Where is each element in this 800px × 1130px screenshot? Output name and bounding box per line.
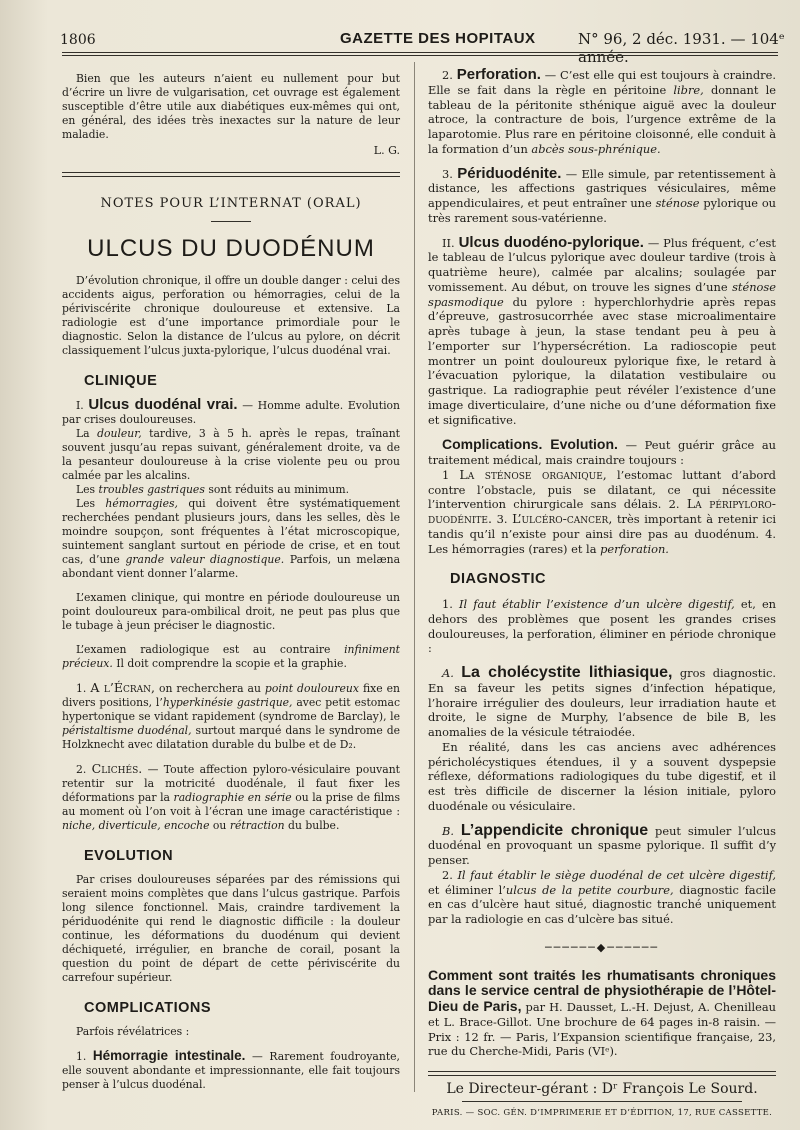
book-review-paragraph bbox=[428, 968, 776, 1060]
smallcaps: L’ulcéro-cancer, bbox=[512, 511, 613, 526]
emphasis: abcès sous-phrénique. bbox=[531, 141, 661, 156]
text: 2. bbox=[442, 68, 453, 82]
evolution-heading: EVOLUTION bbox=[84, 848, 174, 864]
ulcus-vrai-paragraph bbox=[62, 398, 400, 427]
text: 2. bbox=[442, 867, 453, 882]
subheading: Complications. Evolution. bbox=[442, 436, 618, 453]
book-details: Une brochure de 64 pages in-8 raisin. — Prix : 12 fr. — Paris, l’Expansion scientifique française, 23, rue du Cherche-Midi, Paris (VIᵉ). bbox=[428, 1014, 777, 1059]
text: A. bbox=[442, 666, 454, 680]
text: sont réduits au minimum. bbox=[208, 483, 350, 496]
diagnostic-heading: DIAGNOSTIC bbox=[450, 571, 547, 588]
text: 1 bbox=[442, 467, 450, 482]
emphasis: niche, diverticule, encoche bbox=[62, 819, 210, 832]
book-authors: par H. Dausset, L.-H. Dejust, A. Chenilleau et L. Brace-Gillot. bbox=[428, 1000, 776, 1029]
text: fixe en divers positions, l’ bbox=[62, 682, 400, 709]
printer-rule bbox=[462, 1101, 742, 1102]
text: — Plus fréquent, c’est le tableau de l’ulcus pylorique avec douleur tardive (trois à quatrième heure), calmée par alcalins; soulagée par vomissement. Au début, on trouve les signes d’une bbox=[428, 235, 776, 294]
examen-radio-paragraph bbox=[62, 643, 400, 671]
header-rule-bottom bbox=[62, 55, 778, 56]
duodeno-pylorique-paragraph bbox=[428, 233, 777, 428]
text: ou bbox=[212, 819, 227, 832]
text: 1. bbox=[76, 682, 87, 695]
text: diagnostic facile en cas d’ulcère haut situé, diagnostic tranché uniquement par la radiologie en cas d’ulcère bas situé. bbox=[428, 882, 776, 926]
subheading: Périduodénite. bbox=[457, 164, 562, 182]
emphasis: radiographie en série bbox=[173, 791, 292, 804]
text: et, en dehors des problèmes que posent les grandes crises douloureuses, la perforation, éliminer en période chronique : bbox=[428, 597, 777, 656]
spacer bbox=[62, 581, 400, 591]
emphasis: Il faut établir l’existence d’un ulcère digestif, bbox=[458, 597, 735, 611]
hemorragies-paragraph bbox=[62, 497, 400, 581]
notes-header: NOTES POUR L’INTERNAT (ORAL) bbox=[100, 196, 362, 211]
subheading: Perforation. bbox=[456, 66, 541, 83]
section-text: — Homme adulte. Evolution par crises douloureuses. bbox=[62, 399, 400, 426]
text: du pylore : hyperchlorhydrie après repas d’épreuve, gastrosucorrhée avec stase microalimentaire après tubage à jeun, la stase tendant peu à peu à l’emporter sur l’hypersécrétion. La radioscopie peut montrer un point douloureux pylorique fixe, le retard à l’évacuation pylorique, la dilatation vestibulaire ou gastrique. La radiographie peut révéler l’existence d’une image diverticulaire, d’une niche ou d’une déformation fixe et significative. bbox=[428, 294, 776, 427]
diagnostic-2-paragraph bbox=[428, 868, 776, 927]
text: 1. bbox=[76, 1050, 87, 1063]
appendicite-paragraph bbox=[428, 821, 776, 868]
periduodenite-paragraph bbox=[428, 164, 777, 226]
section-number: I. bbox=[76, 399, 84, 412]
clinique-heading: CLINIQUE bbox=[84, 373, 158, 389]
book-title: Comment sont traités les rhumatisants chroniques dans le service central de physiothérapie de l’Hôtel-Dieu de Paris, bbox=[428, 966, 776, 1014]
evolution-paragraph: Par crises douloureuses séparées par des rémissions qui seraient moins complètes que dans l’ulcus gastrique. Parfois long silence fonctionnel. Mais, craindre tardivement la périduodénite qui rend le diagnostic difficile : la douleur continue, les déformations du duodénum qui devient déchiqueté, irrégulier, en branche de corail, posant la question du point de départ de cette périviscérite du carrefour supérieur. bbox=[62, 873, 400, 984]
text: — Elle simule, par retentissement à distance, les affections gastriques vésiculaires, même appendiculaires, et peut entraîner une bbox=[428, 166, 777, 210]
journal-title: GAZETTE DES HOPITAUX bbox=[340, 30, 536, 47]
text: surtout marqué dans le syndrome de Holzknecht avec dilatation durable du bulbe et de D₂. bbox=[62, 724, 400, 751]
review-signature: L. G. bbox=[373, 144, 400, 157]
complications-heading: COMPLICATIONS bbox=[84, 1000, 212, 1016]
left-column bbox=[62, 60, 400, 1092]
emphasis: perforation. bbox=[600, 541, 669, 556]
section-rule-2 bbox=[62, 176, 400, 177]
review-text: Bien que les auteurs n’aient eu nullement pour but d’écrire un livre de vulgarisation, cet ouvrage est également susceptible d’être utile aux diabétiques eux-mêmes qui ont, en général, des idées très inexactes sur la nature de leur maladie. bbox=[62, 72, 400, 141]
footer-rule-2 bbox=[428, 1075, 776, 1076]
text: et éliminer l’ bbox=[428, 882, 506, 897]
text: Les bbox=[76, 483, 96, 496]
intro-paragraph: D’évolution chronique, il offre un double danger : celui des accidents aigus, perforation ou hémorragies, celui de la périviscérite chronique douloureuse et extensive. La radiologie est d’une importance primordiale pour le diagnostic. Selon la distance de l’ulcus au pylore, on décrit classiquement l’ulcus juxta-pylorique, l’ulcus duodénal vrai. bbox=[62, 274, 400, 357]
emphasis: ulcus de la petite courbure, bbox=[505, 882, 674, 897]
text: donnant le tableau de la péritonite sthénique aiguë avec la douleur atroce, la contracture de bois, l’urgence extrême de la laparotomie. Plus rare en péritoine cloisonné, elle conduit à la formation d’un bbox=[428, 82, 777, 156]
text: qui doivent être systématiquement recherchées pendant plusieurs jours, dans les selles, dès le moindre soupçon, sont fréquentes à l’état microscopique, suintement sanglant surtout en période de crise, et en tout cas, d’une bbox=[62, 497, 401, 566]
text: l’estomac luttant d’abord contre l’obstacle, puis se dilatant, ce qui nécessite l’intervention chirurgicale sans délais. 2. bbox=[428, 467, 776, 512]
emphasis: péristaltisme duodénal, bbox=[62, 724, 192, 737]
spacer bbox=[62, 633, 400, 643]
douleur-paragraph bbox=[62, 427, 400, 483]
text: 2. bbox=[76, 763, 87, 776]
text: La bbox=[76, 427, 90, 440]
subheading: L’appendicite chronique bbox=[460, 821, 649, 839]
title-rule bbox=[211, 221, 251, 222]
right-column bbox=[428, 60, 776, 1121]
text: — Rarement foudroyante, elle souvent abondante et impressionnante, elle fait toujours penser à l’ulcus duodénal. bbox=[62, 1050, 400, 1091]
emphasis: sténose bbox=[655, 196, 700, 210]
text: on recherchera au bbox=[158, 682, 261, 695]
ornament-divider: ──────◆────── bbox=[545, 940, 659, 954]
emphasis: hémorragies, bbox=[105, 497, 178, 510]
cholecystite-paragraph-2: En réalité, dans les cas anciens avec adhérences péricholécystiques étendues, il y a souvent dyspepsie réflexe, déformations radiologiques du tube digestif, et il est très difficile de discerner la lésion initiale, pyloro duodénale ou vésiculaire. bbox=[428, 739, 776, 813]
text: gros diagnostic. En sa faveur les petits signes d’infection hépatique, l’horaire irrégulier des douleurs, leur irradiation haute et droite, le signe de Murphy, l’absence de bile B, les anomalies de la vésicule tétraiodée. bbox=[428, 666, 776, 739]
article-title: ULCUS DU DUODÉNUM bbox=[87, 235, 375, 262]
text: très important à retenir ici tandis qu’il n’existe pour ainsi dire pas au duodénum. 4. Les hémorragies (rares) et la bbox=[428, 512, 776, 556]
text: avec petit estomac hypertonique se vidant rapidement (syndrome de Barclay), le bbox=[62, 696, 401, 723]
parfois-paragraph: Parfois révélatrices : bbox=[76, 1025, 190, 1038]
section-rule bbox=[62, 172, 400, 173]
text: L’examen radiologique est au contraire bbox=[76, 643, 331, 656]
text: 1. bbox=[442, 597, 453, 611]
section-heading: Ulcus duodénal vrai. bbox=[88, 396, 238, 413]
smallcaps: La péripyloro-duodénite. bbox=[428, 496, 776, 526]
director-line: Le Directeur-gérant : Dʳ François Le Sourd. bbox=[446, 1081, 758, 1097]
text: 3. bbox=[442, 166, 453, 181]
subheading: La cholécystite lithiasique, bbox=[461, 664, 673, 681]
emphasis: troubles gastriques bbox=[98, 483, 205, 496]
header-rule-top bbox=[62, 52, 778, 53]
cliches-paragraph bbox=[62, 762, 400, 833]
smallcaps: La sténose organique, bbox=[459, 466, 607, 482]
text: peut simuler l’ulcus duodénal en provoquant un spasme pylorique. Il suffit d’y penser. bbox=[428, 823, 776, 867]
text: Les bbox=[76, 497, 96, 510]
text: ou la prise de films au moment où l’on voit à l’écran une image caractéristique : bbox=[62, 791, 401, 818]
footer-rule bbox=[428, 1071, 776, 1072]
text: II. bbox=[442, 235, 455, 250]
text: Parfois, un melæna abondant vient donner l’alarme. bbox=[62, 553, 401, 580]
column-divider bbox=[414, 62, 415, 1092]
text: du bulbe. bbox=[288, 819, 340, 832]
smallcaps: A l’Écran, bbox=[90, 680, 155, 695]
emphasis: Il faut établir le siège duodénal de cet ulcère digestif, bbox=[457, 867, 776, 882]
diagnostic-1-paragraph bbox=[428, 597, 776, 656]
emphasis: infiniment précieux. bbox=[62, 643, 400, 670]
smallcaps: Clichés. bbox=[91, 761, 143, 776]
troubles-paragraph bbox=[62, 483, 400, 497]
subheading: Hémorragie intestinale. bbox=[92, 1048, 246, 1063]
ecran-paragraph bbox=[62, 681, 400, 752]
page-header bbox=[0, 28, 800, 66]
section-heading: Ulcus duodéno-pylorique. bbox=[458, 233, 644, 251]
issue-info: N° 96, 2 déc. 1931. — 104ᵉ année. bbox=[578, 30, 785, 66]
page-number: 1806 bbox=[60, 32, 96, 48]
perforation-paragraph bbox=[428, 68, 776, 157]
emphasis: hyperkinésie gastrique, bbox=[162, 696, 293, 709]
text: tardive, 3 à 5 h. après le repas, traînant souvent jusqu’au repas suivant, généralement droite, va de la pesanteur douloureuse à la crise violente peu ou prou calmée par les alcalins. bbox=[62, 427, 400, 482]
printer-line: PARIS. — SOC. GÉN. D’IMPRIMERIE ET D’ÉDITION, 17, RUE CASSETTE. bbox=[431, 1107, 773, 1118]
examen-clinique-paragraph: L’examen clinique, qui montre en période douloureuse un point douloureux para-ombilical droit, ne peut pas plus que le tubage à jeun préciser le diagnostic. bbox=[62, 591, 400, 632]
complications-list bbox=[428, 468, 776, 557]
text: — Peut guérir grâce au traitement médical, mais craindre toujours : bbox=[428, 438, 776, 467]
emphasis: grande valeur diagnostique. bbox=[125, 553, 285, 566]
text: — Toute affection pyloro-vésiculaire pouvant retentir sur la motricité duodénale, il faut fixer les déformations par la bbox=[62, 763, 400, 804]
emphasis: libre, bbox=[673, 82, 704, 97]
text: — C’est elle qui est toujours à craindre. Elle se fait dans la règle en péritoine bbox=[428, 68, 776, 97]
emphasis: point douloureux bbox=[264, 682, 359, 695]
book-review bbox=[428, 968, 776, 1060]
cholecystite-paragraph bbox=[428, 666, 776, 740]
emphasis: douleur, bbox=[97, 427, 142, 440]
hemorragie-intestinale-paragraph bbox=[62, 1049, 400, 1092]
complications-evolution-paragraph bbox=[428, 437, 776, 468]
text: B. bbox=[442, 823, 454, 838]
text: Il doit comprendre la scopie et la graphie. bbox=[116, 657, 347, 670]
text: pylorique ou très rarement sous-vatérienne. bbox=[428, 196, 777, 225]
emphasis: sténose spasmodique bbox=[428, 279, 777, 309]
emphasis: rétraction bbox=[229, 819, 285, 832]
text: 3. bbox=[496, 512, 508, 526]
